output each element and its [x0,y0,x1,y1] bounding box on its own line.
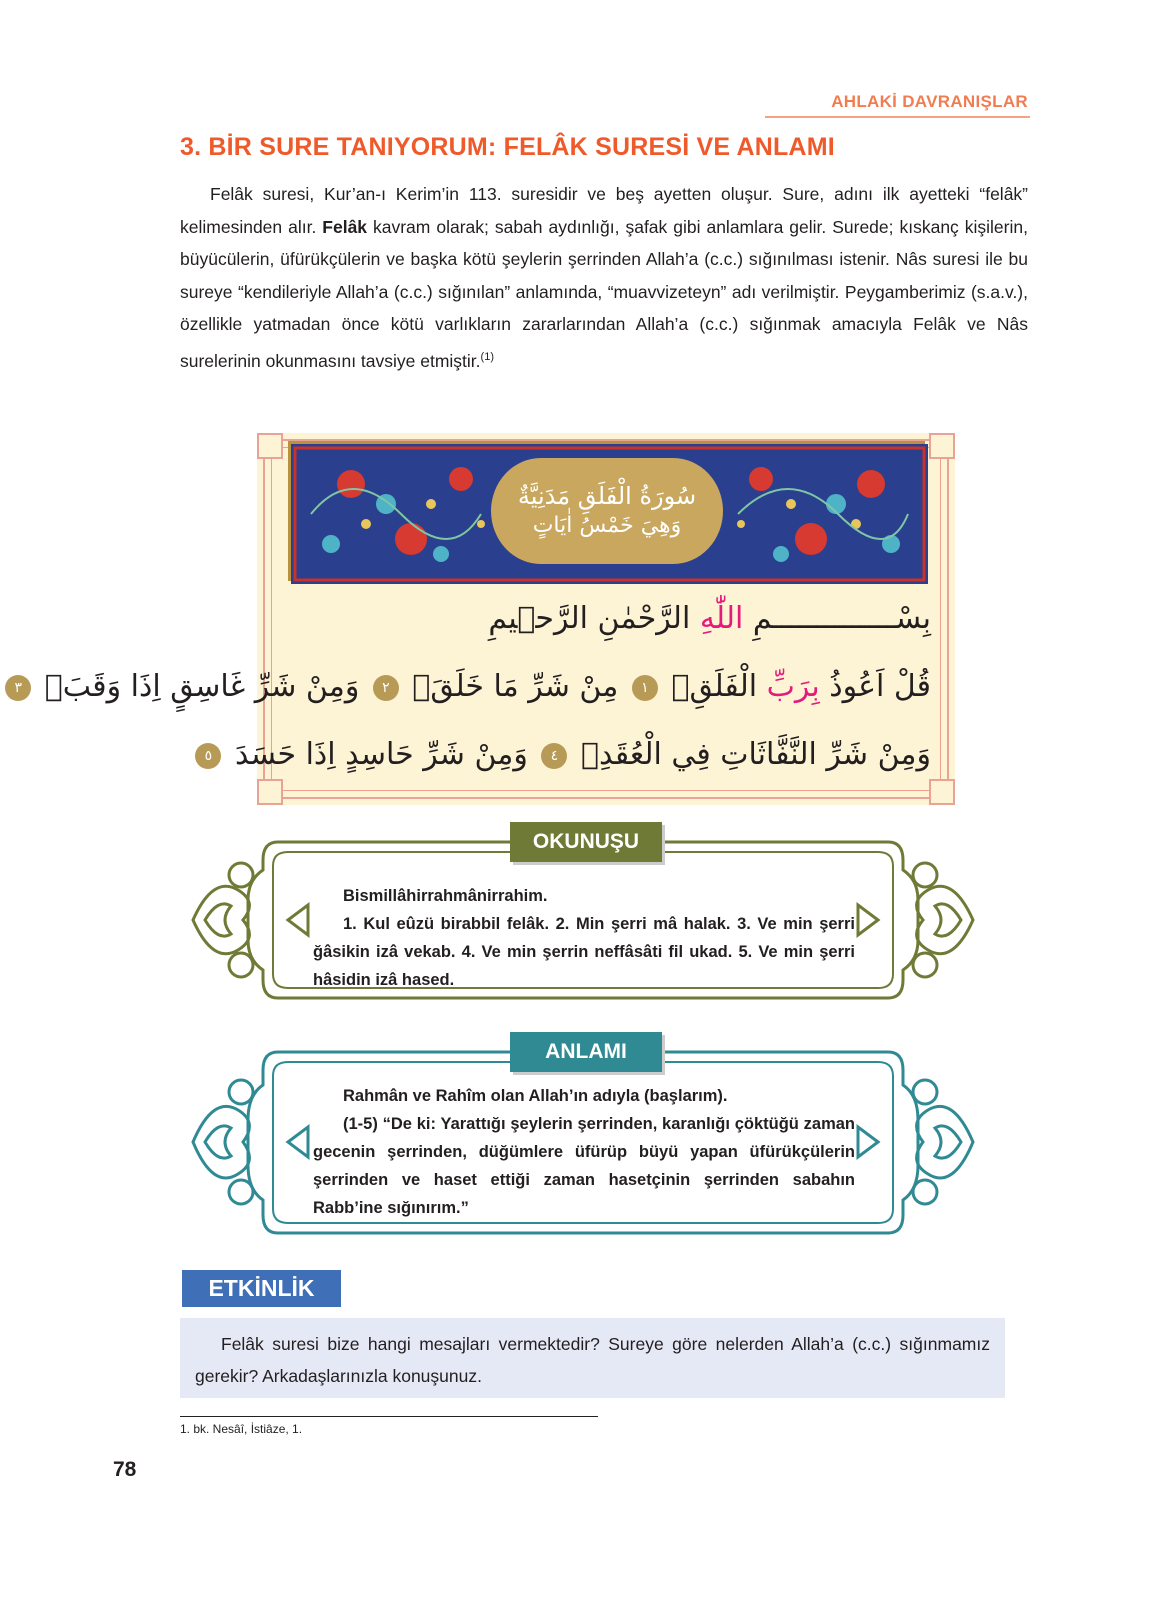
surah-title: سُورَةُ الْفَلَقِ مَدَنِيَّةٌ [517,482,697,511]
ayah-text: وَمِنْ شَرِّ غَاسِقٍ اِذَا وَقَبَۙ [44,669,360,704]
okunusu-text [313,882,855,994]
anlami-basmala: Rahmân ve Rahîm olan Allah’ın adıyla (başlarım). [343,1087,728,1105]
basmala-allah: اللّٰهِ [699,601,744,636]
header-divider [765,116,1030,118]
ayah-text: مِنْ شَرِّ مَا خَلَقَۙ [412,669,619,704]
ayah-number-marker: ٥ [195,743,221,769]
okunusu-verses: 1. Kul eûzü birabbil felâk. 2. Min şerri mâ halak. 3. Ve min şerri ğâsikin izâ vekab. 4. Ve min şerrin neffâsâti fil ukad. 5. Ve min şerri hâsidin izâ hased. [313,915,855,989]
intro-paragraph [180,178,1028,377]
basmala-start: بِسْــــــــــــــمِ [752,601,931,636]
intro-bold-term: Felâk [322,216,368,237]
anlami-frame [183,1030,983,1255]
ayah-number-marker: ٢ [373,675,399,701]
ayah-text: قُلْ اَعُوذُ [829,669,931,704]
corner-ornament [257,433,283,459]
corner-ornament [929,433,955,459]
section-header-label: AHLAKİ DAVRANIŞLAR [831,92,1028,111]
etkinlik-box: Felâk suresi bize hangi mesajları vermektedir? Sureye göre nelerden Allah’a (c.c.) sığınmamız gerekir? Arkadaşlarınızla konuşunuz. [180,1318,1005,1398]
anlami-label: ANLAMI [510,1032,662,1072]
ayah-number-marker: ٣ [5,675,31,701]
surah-header-illumination [288,441,925,581]
okunusu-label: OKUNUŞU [510,822,662,862]
ayah-line-2 [204,737,931,772]
okunusu-basmala: Bismillâhirrahmânirrahim. [343,887,548,905]
ayah-text: الْفَلَقِۙ [671,669,758,704]
surah-subtitle: وَهِيَ خَمْسُ اٰيَاتٍ [532,513,682,539]
intro-text-1: Felâk suresi, Kur’an-ı Kerim’in 113. suresidir ve beş ayetten oluşur. Sure, adını ilk ayetteki “felâk” kelimesinden alır. [180,184,1028,237]
corner-ornament [257,779,283,805]
etkinlik-label: ETKİNLİK [182,1270,341,1307]
page-title: 3. BİR SURE TANIYORUM: FELÂK SURESİ VE ANLAMI [180,133,835,161]
okunusu-frame [183,820,983,1020]
ayah-number-marker: ٤ [541,743,567,769]
ayah-text: وَمِنْ شَرِّ النَّفَّاثَاتِ فِي الْعُقَدِۙ [580,737,931,772]
anlami-text [313,1082,855,1222]
anlami-verses: (1-5) “De ki: Yarattığı şeylerin şerrinden, karanlığı çöktüğü zaman gecenin şerrinden, düğümlere üfürüp büyü yapan üfürükçülerin şerrinden ve haset ettiği zaman hasetçinin şerrinden sabahın Rabb’ine sığınırım.” [313,1115,855,1217]
ayah-text-rab: بِرَبِّ [766,669,820,704]
corner-ornament [929,779,955,805]
footnote-divider [180,1416,598,1417]
footnote: 1. bk. Nesâî, İstiâze, 1. [180,1422,303,1436]
basmala-end: الرَّحْمٰنِ الرَّح۪يمِ [488,601,691,636]
footnote-reference[interactable]: (1) [480,350,494,363]
basmala-line [281,601,931,636]
ayah-line-1 [14,669,931,704]
mushaf-panel [14,433,955,805]
surah-title-cartouche [491,458,723,564]
page-number: 78 [113,1458,137,1481]
ayah-text: وَمِنْ شَرِّ حَاسِدٍ اِذَا حَسَدَ [234,737,528,772]
ayah-number-marker: ١ [632,675,658,701]
intro-text-2: kavram olarak; sabah aydınlığı, şafak gibi anlamlara gelir. Surede; kıskanç kişilerin, büyücülerin, üfürükçülerin ve başka kötü şeylerin şerrinden Allah’a (c.c.) sığınılması istenir. Nâs suresi ile bu sureye “kendileriyle Allah’a (c.c.) sığınılan” anlamında, “muavvizeteyn” adı verilmiştir. Peygamberimiz (s.a.v.), özellikle yatmadan önce kötü varlıkların zararlarından Allah’a (c.c.) sığınmak amacıyla Felâk ve Nâs surelerinin okunmasını tavsiye etmiştir. [180,216,1028,371]
